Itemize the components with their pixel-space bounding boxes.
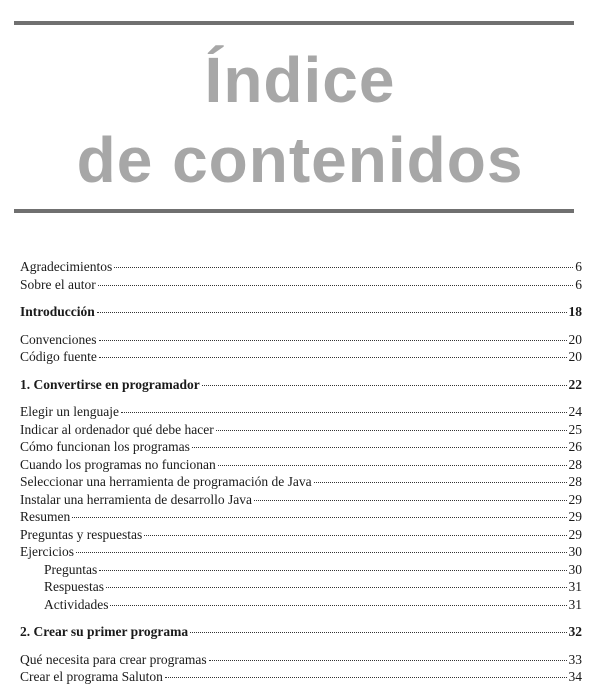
toc-page-number: 31 — [568, 596, 582, 612]
toc-entry-label: Respuestas — [44, 579, 104, 594]
toc-dot-leader — [98, 284, 574, 286]
toc-page-number: 6 — [575, 276, 582, 292]
table-of-contents — [20, 258, 582, 686]
toc-entry-row[interactable] — [20, 526, 582, 544]
toc-entry-label: Indicar al ordenador qué debe hacer — [20, 421, 214, 437]
toc-chapter-row[interactable] — [20, 303, 582, 321]
toc-dot-leader — [192, 446, 567, 448]
toc-dot-leader — [121, 411, 567, 413]
toc-dot-leader — [190, 631, 566, 633]
toc-page-number: 28 — [568, 474, 582, 489]
toc-entry-label: Cómo funcionan los programas — [20, 439, 190, 454]
toc-page-number: 6 — [575, 259, 582, 274]
toc-entry-row[interactable] — [20, 438, 582, 456]
page-title-line2: de contenidos — [76, 124, 524, 196]
toc-entry-row[interactable] — [20, 276, 582, 294]
page-title-line1: Índice — [204, 44, 396, 116]
toc-entry-label: Elegir un lenguaje — [20, 404, 119, 419]
toc-entry-label: Qué necesita para crear programas — [20, 651, 207, 667]
toc-dot-leader — [99, 569, 566, 571]
toc-page-number: 24 — [568, 404, 582, 419]
toc-dot-leader — [202, 384, 567, 386]
toc-dot-leader — [99, 356, 567, 358]
toc-entry-label: Sobre el autor — [20, 276, 96, 292]
toc-entry-row[interactable] — [20, 348, 582, 366]
toc-page-number: 31 — [568, 579, 582, 594]
toc-page-number: 32 — [568, 624, 582, 639]
toc-dot-leader — [216, 429, 567, 431]
toc-entry-row[interactable] — [20, 331, 582, 349]
toc-page-number: 29 — [568, 509, 582, 524]
toc-page-number: 30 — [568, 544, 582, 559]
toc-entry-label: Instalar una herramienta de desarrollo Java — [20, 491, 253, 507]
toc-dot-leader — [209, 659, 567, 661]
bottom-rule — [14, 209, 574, 213]
toc-chapter-row[interactable] — [20, 376, 582, 394]
toc-dot-leader — [106, 586, 567, 588]
toc-entry-label: Crear el programa Saluton — [20, 669, 163, 684]
toc-entry-label: Agradecimientos — [20, 259, 113, 274]
toc-entry-label: 1. Convertirse en programador — [20, 376, 200, 392]
toc-dot-leader — [97, 311, 567, 313]
toc-dot-leader — [72, 516, 566, 518]
toc-page-number: 26 — [568, 439, 582, 454]
toc-entry-row[interactable] — [20, 421, 582, 439]
toc-entry-label: Introducción — [20, 304, 95, 319]
toc-page-number: 33 — [568, 651, 582, 667]
toc-entry-row[interactable] — [20, 561, 582, 579]
toc-page-number: 28 — [568, 456, 582, 472]
toc-dot-leader — [314, 481, 567, 483]
toc-chapter-row[interactable] — [20, 623, 582, 641]
toc-entry-label: Preguntas y respuestas — [20, 526, 143, 542]
toc-page-number: 29 — [568, 526, 582, 542]
toc-entry-label: Resumen — [20, 509, 71, 524]
toc-page-number: 22 — [568, 376, 582, 392]
toc-page-number: 30 — [568, 561, 582, 577]
toc-entry-row[interactable] — [20, 456, 582, 474]
toc-dot-leader — [99, 339, 567, 341]
toc-entry-row[interactable] — [20, 596, 582, 614]
toc-dot-leader — [144, 534, 566, 536]
toc-entry-row[interactable] — [20, 258, 582, 276]
toc-dot-leader — [110, 604, 566, 606]
toc-page-number: 20 — [568, 349, 582, 364]
toc-entry-row[interactable] — [20, 651, 582, 669]
toc-page-number: 18 — [568, 304, 582, 319]
toc-entry-label: Actividades — [44, 596, 109, 612]
toc-page-number: 29 — [568, 491, 582, 507]
toc-dot-leader — [114, 266, 573, 268]
toc-entry-row[interactable] — [20, 668, 582, 686]
toc-page-number: 25 — [568, 421, 582, 437]
toc-entry-row[interactable] — [20, 491, 582, 509]
toc-page-number: 20 — [568, 331, 582, 347]
top-rule — [14, 21, 574, 25]
toc-entry-row[interactable] — [20, 578, 582, 596]
toc-entry-row[interactable] — [20, 473, 582, 491]
toc-entry-label: Convenciones — [20, 331, 97, 347]
toc-entry-row[interactable] — [20, 403, 582, 421]
toc-entry-row[interactable] — [20, 543, 582, 561]
toc-entry-label: Código fuente — [20, 349, 97, 364]
toc-entry-label: 2. Crear su primer programa — [20, 624, 189, 639]
toc-dot-leader — [254, 499, 566, 501]
toc-dot-leader — [218, 464, 567, 466]
toc-dot-leader — [76, 551, 567, 553]
toc-entry-row[interactable] — [20, 508, 582, 526]
toc-entry-label: Cuando los programas no funcionan — [20, 456, 216, 472]
toc-entry-label: Preguntas — [44, 561, 98, 577]
toc-page-number: 34 — [568, 669, 582, 684]
toc-entry-label: Ejercicios — [20, 544, 74, 559]
toc-dot-leader — [165, 676, 567, 678]
toc-entry-label: Seleccionar una herramienta de programación de Java — [20, 474, 312, 489]
